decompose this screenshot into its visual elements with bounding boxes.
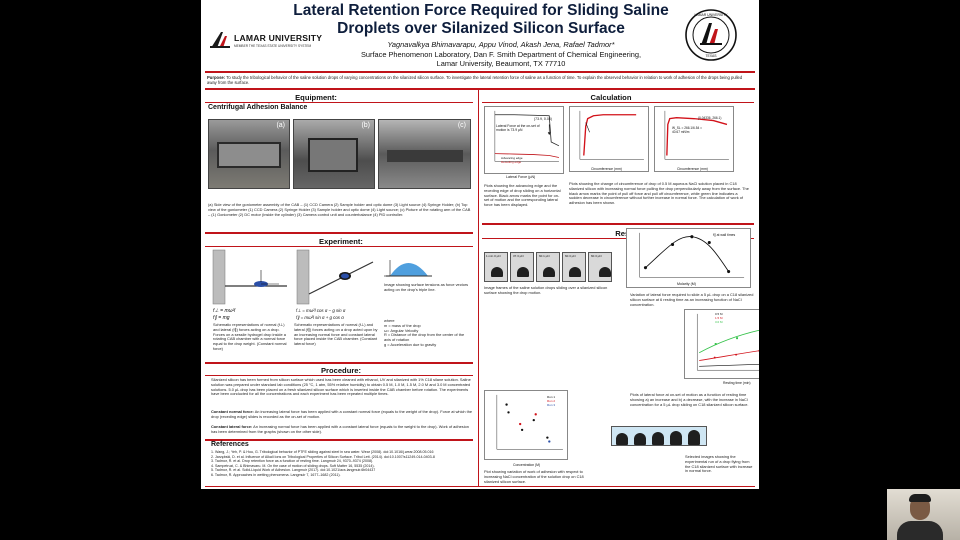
procedure-normal: [211, 410, 473, 420]
molarity-caption: Variation of lateral force required to slide a 5 µL drop on a C18 silanized silicon surface at 6 resting time as an increasing function of NaCl concentration.: [630, 292, 754, 307]
schematic-caption-2: Schematic representations of normal (f⊥) and lateral (f∥) forces acting on a drop acted upon by an increasing normal force and constant lateral force placed inside the CAB chamber. (Constant lateral force): [294, 322, 378, 347]
footer-divider: [205, 486, 755, 487]
drop-frames: [484, 252, 612, 282]
drop-frame: [510, 252, 534, 282]
procedure-lateral-text: An increasing normal force has been applied with a constant lateral force (equals to the weight to the drop). Work of adhesion has been determined from the graphs (shown on the other side).: [211, 424, 469, 434]
pull-off-xlabel: Circumference (mm): [591, 167, 622, 171]
calculation-underline: [482, 102, 754, 103]
presenter-webcam: [887, 489, 960, 540]
photo-c-label: (c): [457, 122, 466, 129]
wsl-caption: Plot showing variation of work of adhesion with respect to increasing NaCl concentration of the solution drop on C18 silanized silicon surface.: [484, 469, 584, 484]
schematic-constant-normal: [209, 248, 289, 306]
molarity-plot: [626, 228, 751, 288]
equipment-photo-a: [208, 119, 290, 189]
purpose-body: To study the tribological behavior of the saline solution drops of varying concentrations on the silanized silicon surface. To investigate the lateral retention force of saline as a function of time. To explain the observed behavior in relation to work of adhesion of the drops being pulled away from the surface.: [207, 75, 743, 86]
right-divider-1: [482, 223, 754, 225]
procedure-normal-text: An increasing lateral force has been applied with a constant normal force (equals to the weight of the drop). Force at which the drop (receding edge) slides is recorded as the on-set of motion.: [211, 409, 473, 419]
author-block: [351, 40, 651, 69]
triple-line-caption: Image showing surface tensions as force vectors acting on the drop's triple line.: [384, 282, 469, 292]
reference-item: 3. Tadmor, R. et al. Drop retention force as a function of resting time. Langmuir 24, 9370–9374 (2008).: [211, 459, 374, 463]
resting-xlabel-a: Resting time (min): [723, 381, 751, 385]
presenter-body: [897, 521, 943, 540]
calculation-caption-2: Plots showing the change of circumference of drop of 0.5 M aqueous NaCl solution placed in C18 silanized silicon with increasing normal force pulling the drop perpendicularly away from the surface. The black arrow marks the point of pull off force and pull off circumference, while green line indicates a sudden decrease in circumference without further increase in normal force. The calculation of work of adhesion has been shown.: [569, 181, 749, 206]
legend-run3: Run 3: [547, 402, 556, 407]
reference-item: 1. Wang, J.; Yeh, P. & Hou, G. Tribological behavior of PTFE sliding against steel in sea water. Wear (2008). doi:10.1016/j.wear.2008.05.016: [211, 450, 434, 454]
reference-list: [211, 450, 473, 477]
resting-caption: Plots of lateral force at on-set of motion as a function of resting time showing a) an increase and b) a decrease, with the increase in NaCl concentration for a 5 µL drop sliding on C18 silanized silicon surface.: [630, 392, 749, 407]
equation-2a: f⊥ = mω²l cos α − g sin α: [296, 308, 346, 313]
drop-frame: [484, 252, 508, 282]
photo-b-label: (b): [361, 122, 370, 129]
drop-frame: [536, 252, 560, 282]
equipment-caption: (a) Side view of the goniometer assembly of the CAB – (1) CCD Camera (2) Sample holder and optic dome (3) Light source (4) Syringe Holder; (b) Top view of the goniometer (1) CCD Camera (2) Syringe Holder (3) Sample holder and optic dome (4) Light source; (c) Picture of the rotating arm of the CAB – (1) Goniometer (2) DC motor (inside the cylinder) (3) Camera control unit and counterbalance (4) PID controller.: [208, 202, 471, 217]
results-title: Results: [615, 229, 643, 238]
drop-frame: [562, 252, 586, 282]
drop-frames-caption: Image frames of the saline solution drops sliding over a silanized silicon surface showing the drop motion.: [484, 285, 608, 295]
frame-label: 1 min 0 µN: [486, 254, 501, 258]
equipment-title: Equipment:: [295, 93, 337, 102]
schematic-constant-lateral: [293, 248, 377, 306]
reference-item: 5. Tadmor, R. et al. Solid-Liquid Work of Adhesion. Langmuir (2017). doi:10.1021/acs.langmuir.6b04437: [211, 468, 376, 472]
procedure-lateral-label: Constant lateral force:: [211, 424, 253, 429]
reference-item: 2. Jarzębski, D. et al. Influence of Alkali Ions on Tribological Properties of Silicon Surface. Tribol Lett. (2014). doi:10.1007/s11249-014-0403-8: [211, 454, 435, 459]
poster: [201, 0, 759, 489]
legend-05m: 0.5 M: [715, 312, 723, 316]
reference-item: 4. Sampetruzi, C. & Bhimavaru. M. On the case of motion of sliding drops. Soft Matter 16, 5535 (2014).: [211, 463, 375, 468]
calculation-caption-1-text: Plots showing the advancing edge and the receding edge of drop sliding on a horizontal surface. Black arrow marks the point for on-set of motion and the corresponding lateral force has been displayed.: [484, 183, 561, 208]
equipment-photo-b: [293, 119, 375, 189]
equation-1a: f⊥ = mω²l: [213, 308, 236, 314]
equipment-photo-c: [378, 119, 471, 189]
legend-receding: Receding edge: [501, 159, 522, 164]
logo-name: LAMAR UNIVERSITY: [234, 33, 323, 43]
seal-icon: [685, 9, 737, 61]
frame-label: 37.3 µN: [513, 254, 524, 258]
calc-note: (0.04336, 266.1): [698, 116, 722, 120]
frame-label: 60.1 µN: [539, 254, 550, 258]
detachment-caption: Selected images showing the experimental run of a drop flying from the C18 silanized surface with increase in normal force.: [685, 454, 753, 474]
work-adhesion-calc-plot: [654, 106, 734, 172]
procedure-underline: [205, 375, 473, 376]
onset-motion-plot: [484, 106, 564, 174]
references-title: References: [211, 441, 249, 448]
experiment-title: Experiment:: [319, 237, 363, 246]
legend-advancing: Advancing edge: [501, 156, 523, 160]
header-divider: [205, 71, 755, 73]
calculation-title: Calculation: [590, 93, 632, 102]
purpose-text: [207, 75, 753, 85]
onset-legend: [501, 157, 523, 164]
title-line-2: Droplets over Silanized Silicon Surface: [337, 20, 625, 37]
equation-2b: f∥ = mω²l sin α + g cos α: [296, 315, 344, 320]
work-adhesion-plot: [484, 390, 568, 460]
wsl-xlabel: Concentration (M): [513, 463, 541, 467]
calculation-caption-1: [484, 184, 564, 208]
legend-run2: Run 2: [547, 398, 556, 403]
wsl-legend: [547, 396, 555, 407]
procedure-title: Procedure:: [320, 366, 362, 375]
column-separator: [478, 90, 479, 486]
onset-note: (73.9, 0.04): [534, 117, 552, 121]
procedure-lateral: [211, 425, 473, 435]
procedure-body: Silanized silicon has been formed from silicon surface which used has been cleaned with ethanol, UV and silanized with 1% C18 silane solution. Saline solution was prepared under standard lab conditions (25 °C, 1 atm, 55% relative humidity) to obtain 0.5 M, 1.0 M, 1.5 M, 2.0 M and 3.0 M concentrated solutions. 5.0 µL drop has been placed on a fresh silanized silicon surface which is inserted inside the CAB chamber before rotation. The experiments have been conducted for all the concentrations and each experiment has been repeated multiple times.: [211, 377, 471, 397]
frame-label: 60.3 µN: [591, 254, 602, 258]
title-line-1: Lateral Retention Force Required for Sliding Saline: [293, 2, 669, 19]
purpose-label: Purpose:: [207, 75, 226, 80]
molarity-xlabel: Molarity (M): [677, 282, 696, 286]
purpose-divider: [205, 88, 755, 90]
frame-label: 60.3 µN: [565, 254, 576, 258]
university-seal: [685, 9, 737, 61]
poster-title: [261, 2, 701, 38]
variable-legend: where m = mass of the drop ω= Angular Velocity R = Distance of the drop from the center of the axis of rotation g = Acceleration due to gravity: [384, 318, 465, 347]
resting-legend-a: [715, 313, 723, 324]
pull-off-plot: [569, 106, 649, 172]
affiliation: Lamar University, Beaumont, TX 77710: [436, 59, 566, 68]
calc-xlabel: Circumference (mm): [677, 167, 708, 171]
molarity-legend: f∥ at wall times: [713, 233, 736, 237]
reference-item: 6. Tadmor, R. Approaches in wetting phenomena. Langmuir 7, 1677–1682 (2011).: [211, 472, 341, 477]
procedure-normal-label: Constant normal force:: [211, 409, 254, 414]
onset-xlabel: Lateral Force (µN): [506, 175, 536, 179]
equipment-underline: [205, 102, 473, 103]
detachment-images: [611, 426, 707, 446]
equipment-subtitle: Centrifugal Adhesion Balance: [208, 104, 308, 111]
calc-equation: W_SL = 266.1/6.54 = 40.67 mN/m: [672, 126, 703, 134]
logo-tagline: MEMBER THE TEXAS STATE UNIVERSITY SYSTEM: [234, 44, 312, 48]
left-divider-2: [205, 362, 473, 364]
svg-text:LAMAR UNIVERSITY: LAMAR UNIVERSITY: [694, 13, 728, 17]
drop-frame: [588, 252, 612, 282]
svg-text:TEXAS: TEXAS: [705, 54, 717, 58]
presenter-hair: [909, 494, 931, 502]
legend-run1: Run 1: [547, 395, 556, 399]
authors: Yagnavalkya Bhimavarapu, Appu Vinod, Akash Jena, Rafael Tadmor*: [387, 40, 615, 49]
onset-label: Lateral Force at the on-set of motion is 73.9 µN: [496, 124, 540, 132]
equation-1b: f∥ = mg: [213, 315, 230, 321]
triple-line-schematic: [384, 252, 434, 282]
photo-a-label: (a): [276, 122, 285, 129]
lab-name: Surface Phenomenon Laboratory, Dan F. Smith Department of Chemical Engineering,: [360, 49, 642, 59]
lamar-emblem-icon: [209, 30, 233, 50]
legend-15m: 1.5 M: [715, 315, 723, 320]
legend-30m: 3.0 M: [715, 319, 723, 324]
left-divider-1: [205, 232, 473, 234]
schematic-caption-1: Schematic representations of normal (f⊥) and lateral (f∥) forces acting on a drop. Forces on a sessile hydrogel drop inside a rotating CAB chamber with a normal force equal to the drop weight. (Constant normal force): [213, 322, 287, 351]
experiment-underline: [205, 246, 473, 247]
